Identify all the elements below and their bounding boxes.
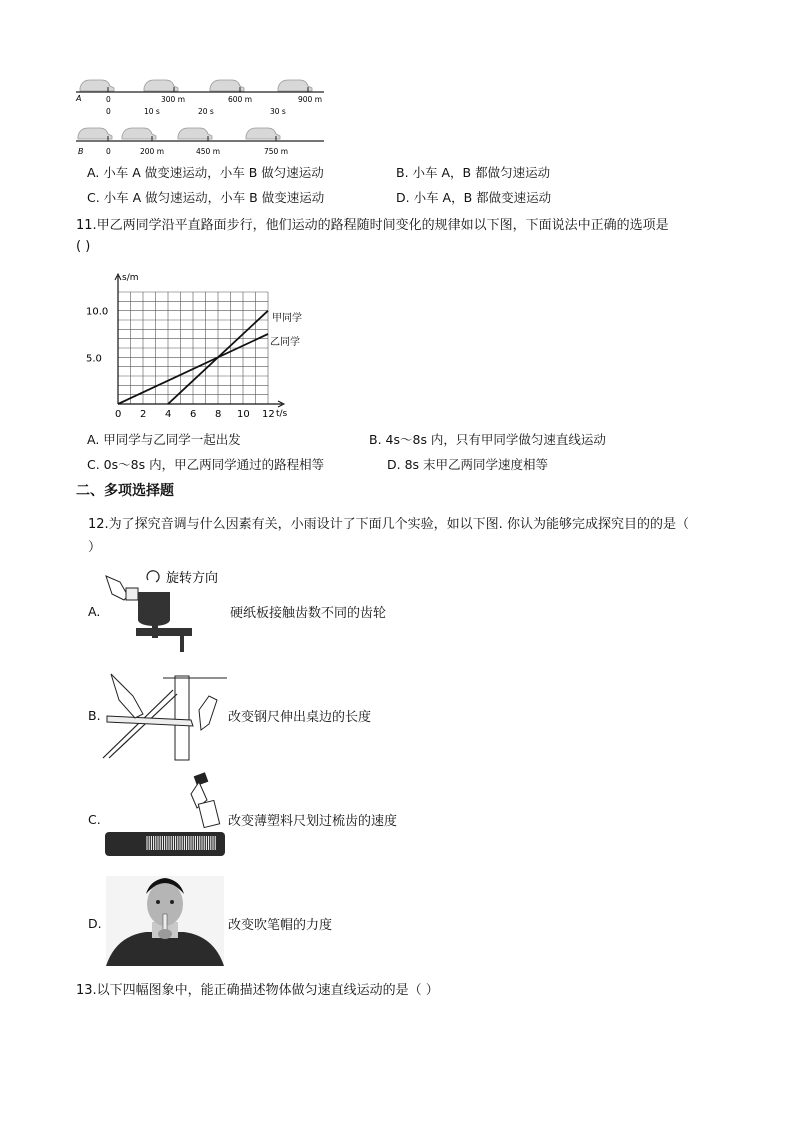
time-mark: 10 s: [144, 107, 160, 116]
row-b-mark: 450 m: [196, 147, 221, 156]
cardboard-icon: [126, 588, 138, 600]
q11-option-d[interactable]: D. 8s 末甲乙两同学速度相等: [387, 457, 549, 472]
section-title: 二、多项选择题: [76, 483, 174, 499]
row-a-mark: 300 m: [161, 95, 186, 104]
q10-option-c[interactable]: C. 小车 A 做匀速运动，小车 B 做变速运动: [87, 190, 325, 205]
car-icon: [278, 80, 312, 91]
q12-option-b-letter[interactable]: B.: [88, 708, 101, 723]
y-axis-label: s/m: [122, 273, 139, 283]
q11-chart: [78, 262, 302, 420]
car-icon: [144, 80, 178, 91]
row-a-mark: 900 m: [298, 95, 323, 104]
hand-icon: [106, 576, 128, 600]
pen-cap-photo: [106, 876, 224, 966]
car-icon: [246, 128, 280, 139]
car-icon: [80, 80, 114, 91]
q11-chart-svg: [78, 262, 302, 420]
plastic-ruler-icon: [198, 800, 219, 827]
q11-stem-bracket: ( ): [76, 239, 91, 254]
q11-option-b[interactable]: B. 4s～8s 内，只有甲同学做匀速直线运动: [369, 432, 606, 447]
hand-icon: [158, 929, 172, 939]
time-mark: 20 s: [198, 107, 214, 116]
q13-stem: 13.以下四幅图象中，能正确描述物体做匀速直线运动的是（ ）: [76, 983, 439, 998]
q11-option-c[interactable]: C. 0s～8s 内，甲乙两同学通过的路程相等: [87, 457, 325, 472]
hand-icon: [111, 674, 143, 718]
comb-experiment-image: [103, 772, 227, 862]
series-label-jia: 甲同学: [272, 312, 302, 324]
q12-option-c-text: 改变薄塑料尺划过梳齿的速度: [228, 814, 398, 829]
car-icon: [78, 128, 112, 139]
x-tick-label: 12: [262, 409, 275, 420]
y-tick-label: 10.0: [86, 306, 109, 318]
q12-stem-bracket: ）: [88, 540, 102, 555]
x-tick-label: 10: [237, 409, 250, 420]
x-axis-label: t/s: [276, 409, 288, 419]
q12-option-a-letter[interactable]: A.: [88, 604, 101, 619]
x-tick-label: 6: [190, 409, 197, 420]
steel-ruler-icon: [107, 716, 193, 726]
car-icon: [178, 128, 212, 139]
row-a-mark: 600 m: [228, 95, 253, 104]
row-b-label: B: [78, 147, 84, 156]
table-leg-icon: [175, 676, 189, 760]
q12-option-b-text: 改变钢尺伸出桌边的长度: [228, 710, 372, 725]
row-b-mark: 750 m: [264, 147, 289, 156]
row-b-mark: 200 m: [140, 147, 165, 156]
ruler-experiment-image: [103, 670, 227, 760]
hand-icon: [199, 696, 217, 730]
time-mark: 0: [106, 107, 111, 116]
q11-stem: 11.甲乙两同学沿平直路面步行，他们运动的路程随时间变化的规律如以下图，下面说法中正确的选项是: [76, 218, 669, 233]
q10-option-b[interactable]: B. 小车 A，B 都做匀速运动: [396, 165, 551, 180]
x-tick-label: 8: [215, 409, 222, 420]
gear-stack-icon: [138, 592, 170, 626]
y-tick-label: 5.0: [86, 353, 102, 365]
rotation-direction-caption: 旋转方向: [166, 571, 219, 586]
q12-option-a-text: 硬纸板接触齿数不同的齿轮: [230, 606, 387, 621]
row-a-mark: 0: [106, 95, 111, 104]
x-tick-label: 4: [165, 409, 172, 420]
x-tick-label: 2: [140, 409, 147, 420]
rotation-arrow-icon: [147, 571, 159, 582]
q12-option-d-letter[interactable]: D.: [88, 916, 102, 931]
q12-option-c-letter[interactable]: C.: [88, 812, 101, 827]
series-label-yi: 乙同学: [270, 337, 300, 349]
car-icon: [122, 128, 156, 139]
q11-option-a[interactable]: A. 甲同学与乙同学一起出发: [87, 432, 241, 447]
time-mark: 30 s: [270, 107, 286, 116]
q10-option-d[interactable]: D. 小车 A，B 都做变速运动: [396, 190, 552, 205]
car-icon: [210, 80, 244, 91]
x-tick-label: 0: [115, 409, 122, 420]
row-a-label: A: [76, 94, 82, 103]
gear-experiment-image: [100, 562, 230, 657]
q10-diagram-svg: [74, 70, 334, 160]
q12-stem: 12.为了探究音调与什么因素有关，小雨设计了下面几个实验，如以下图. 你认为能够完成探究目的的是（: [88, 517, 689, 532]
q10-diagram: [74, 70, 334, 160]
q10-option-a[interactable]: A. 小车 A 做变速运动，小车 B 做匀速运动: [87, 165, 324, 180]
row-b-mark: 0: [106, 147, 111, 156]
q12-option-d-text: 改变吹笔帽的力度: [228, 918, 333, 933]
